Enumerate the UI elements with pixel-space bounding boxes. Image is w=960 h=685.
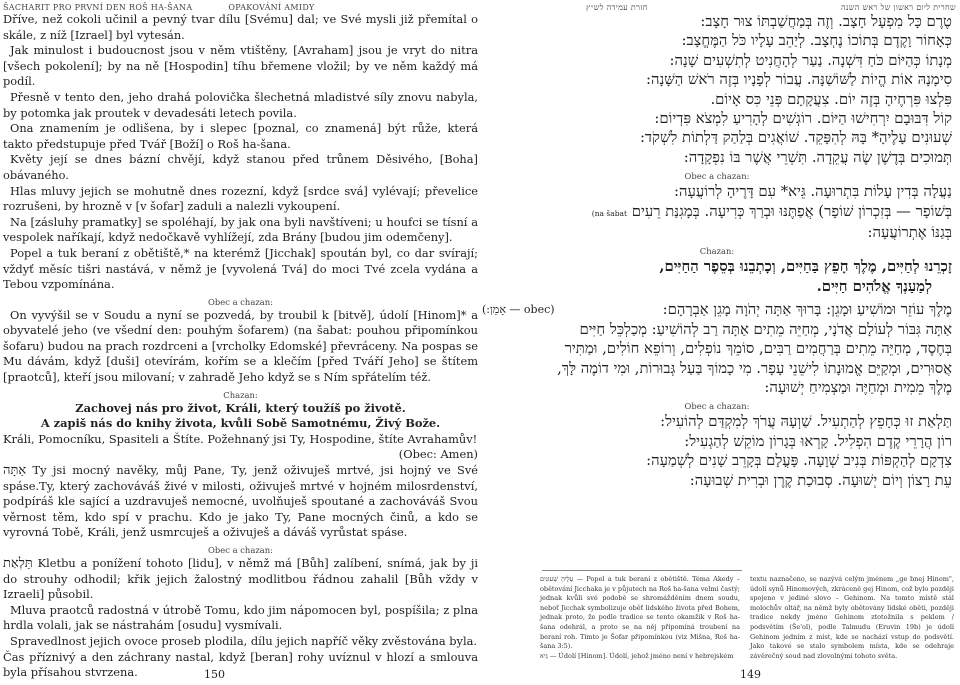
hebrew-line: אֲסוּרִים, וּמְקַיֵּם אֱמוּנָתוֹ לִישֵׁנֵי עָפָר. מִי כָמוֹךָ בַּעַל גְּבוּרוֹת, וּמִי דוֹמֶה לָּךְ, xyxy=(557,359,952,377)
obec-amen: (Obec: Amen) xyxy=(398,447,478,462)
left-page xyxy=(0,0,478,685)
hebrew-line: שְׁעוּנִים עָלֶיהָ* בָּהּ לְהִפָּקֵד. שׁוֹאֲגִים בְּלַהַק דַּלְתוֹת לִשְׁקֹד: xyxy=(639,129,952,147)
hebrew-line: תַּלְאַת זוּ כְּחָפֵץ לְהַתְעִיל. שַׁוְעָהּ עֲרֹךְ לְמִקְדַּם לְהוֹעִיל: xyxy=(660,413,952,431)
footnote: textu naznačeno, se nazývá celým jménem „ge bnej Hinom", údolí synů Hinomových, zkráceně gej Hinom, což bylo později spojeno v jediné slovo – Gehinom. Na tomto místě stál molochův oltář, na němž byly obětovány lidské oběti, později tradice nekdy jméno Gehinom ztotožnila s peklem / podsvětím (Še'ol), podle Talmudu (Eruvin 19b) je údolí Gehinom jedním z míst, kde se nachází vstup do podsvětí. Jako takové se stalo symbolem místa, kde se odehraje závěrečný soud nad zlovolnými tohoto světa. xyxy=(750,575,954,660)
bold-line: Zachovej nás pro život, Králi, který toužíš po životě. xyxy=(75,400,406,415)
czech-text xyxy=(3,12,478,681)
hebrew-line: קוֹל דִּבּוּבָם יִרְחִישׁוּ הַיּוֹם. רוֹגְשִׁים לְהָרִיעַ לִמְצֹא פִּדְיוֹם: xyxy=(654,110,952,128)
paragraph: Kletbu a ponížení tohoto [lidu], v němž má [Bůh] zalíbení, snímá, jak by ji do strouhy odhodil; křik jejich žalostný modlitbou řádnou zahalil [Bůh vždy v Izraeli] působil. xyxy=(3,556,478,602)
hebrew-line: נַעֲלָה בְּדִין עָלוֹת בִּתְרוּעָה. גֵּיא* עִם דָּרֶיהָ לְרוֹעֲעָה: xyxy=(674,183,952,201)
hebrew-line: בְּחֶסֶד, מְחַיֵּה מֵתִים בְּרַחֲמִים רַבִּים, סוֹמֵךְ נוֹפְלִים, וְרוֹפֵא חוֹלִים, וּמַתִּיר xyxy=(564,340,952,358)
hebrew-line: צִדְקָם לְהַקְפּוֹת בְּנִיב שְׁוָעָה. פָּעֳלָם בְּקָרֵב שָׁנִים לְשְׁמַעָה: xyxy=(646,452,952,470)
rubric: Obec a chazan: xyxy=(684,401,750,412)
footnote: גֵּיא — Údolí [Hinom]. Údolí, jehož jméno není v hebrejském xyxy=(540,651,734,660)
paragraph: Čas příznivý a den záchrany nastal, když [beran] rohy uvíznul v hlozí a smlouva byla přísahou stvrzena. xyxy=(3,649,478,680)
rubric: Chazan: xyxy=(223,389,258,400)
hebrew-incipit: אַתָּה xyxy=(3,463,27,479)
paragraph: Ty jsi mocný navěky, můj Pane, Ty, jenž oživuješ mrtvé, jsi hojný ve Své spáse.Ty, který zachováváš živé v milosti, oživuješ mrtvé v hojném milosrdenství, podpíráš kle sající a uzdravuješ nemocné, uvolňuješ spoutané a zachováváš Svou věrnost těm, kdo spí v prachu. Kdo je jako Ty, Pane mocných činů, a kdo se vyrovná Tobě, Králi, jenž usmrcuješ a oživuješ a dáváš vyrůstat spáse. xyxy=(3,463,478,540)
hebrew-line: כְּאָחוֹר וָקֶדֶם בְּתוֹכוֹ נֶחְצָב. לְיַהֵב עָלָיו כֹּל הַמֶּחֱצָב: xyxy=(681,32,952,50)
paragraph: On vyvýšil se v Soudu a nyní se pozvedá, by troubil k [bitvě], údolí [Hinom]* a obyvatelé jeho (ve všední den: pouhým šofarem) (na šabat: pouhou připomínkou šofaru) budou na prach rozdrceni a [vrcholky Edomské] převráceny. Na pospas se Mu dávám, když [duši] otevírám, kořím se a klečím [před Tváří Jeho] se štítem [praotců], kteří jsou milovaní; v zahradě Jeho když se s Ním spřátelím též. xyxy=(3,307,478,385)
hebrew-line: סִימָנָהּ אוֹת הֱיוֹת לַשּׁוֹשַׁנָּה. עֲבוֹר לְפָנָיו בְּזֶה רֹאשׁ הַשָּׁנָה: xyxy=(646,71,952,89)
footnote-col-2 xyxy=(750,575,954,661)
running-header-right xyxy=(482,3,956,12)
hebrew-line: מֶלֶךְ מֵמִית וּמְחַיֶּה וּמַצְמִיחַ יְשׁוּעָה: xyxy=(764,378,952,396)
paragraph: Spravedlnost jejich ovoce proseb plodila, dílu jejich napříč věky zvěstována byla. xyxy=(10,633,478,648)
rubric: Obec a chazan: xyxy=(684,171,750,182)
header-section: חזרת עמידה לש״ץ xyxy=(586,3,648,12)
header-title: שחרית ליום ראשון של ראש השנה xyxy=(840,3,956,12)
hebrew-line: אַתָּה גִּבּוֹר לְעוֹלָם אֲדֹנָי, מְחַיֵּה מֵתִים אַתָּה רַב לְהוֹשִׁיעַ: מְכַלְכֵּל חַיִּים xyxy=(579,320,952,338)
bold-line: A zapiš nás do knihy života, kvůli Sobě Samotnému, Živý Bože. xyxy=(40,416,441,431)
king-line: Králi, Pomocníku, Spasiteli a Štíte. Požehnaný jsi Ty, Hospodine, štíte Avrahamův! xyxy=(3,431,478,446)
hebrew-line: עֵת רָצוֹן וְיוֹם יְשׁוּעָה. סְבוּכַת קֶרֶן וּבְרִית שְׁבוּעָה: xyxy=(689,471,952,489)
header-title: ŠACHARIT PRO PRVNÍ DEN ROŠ HA-ŠANA xyxy=(3,3,193,12)
footnote-rule xyxy=(542,570,742,571)
melech-row xyxy=(482,300,952,319)
right-page xyxy=(482,0,960,685)
page-number: 149 xyxy=(740,668,761,681)
paragraph: Popel a tuk beraní z obětiště,* na kterémž [Jicchak] spoután byl, co dar svírají; vždyť měsíc tišri nastává, v němž je [vyvolená Tvá] do moci Tvé zcela vydána a Tebou vzpomínána. xyxy=(3,245,478,292)
hebrew-line: רוֹן הֲרָרֵי קֶדֶם הִפְלִיל. קָרְאוּ בְּגָרוֹן מוֹקֵשׁ לְהַגְעִיל: xyxy=(684,432,952,450)
rubric: Obec a chazan: xyxy=(208,296,273,307)
paragraph: Hlas mluvy jejich se mohutně dnes rozezní, když [srdce svá] vylévají; převelice rozrušeni, by hrozně v [v šofar] zaduli a nalezli vykoupení. xyxy=(3,183,478,214)
hebrew-line: מֶלֶךְ עוֹזֵר וּמוֹשִׁיעַ וּמָגֵן: בָּרוּךְ אַתָּה יְהֹוָה מָגֵן אַבְרָהָם: xyxy=(662,301,952,319)
paragraph: Na [zásluhy pramatky] se spoléhají, by jak ona byli navštíveni; u houfci se tísní a vespolek naříkají, když nedočkavě vyhlížejí, zda Brány [budou jim odemčeny]. xyxy=(3,214,478,245)
rubric: Obec a chazan: xyxy=(208,545,273,555)
paragraph: Přesně v tento den, jeho drahá polovička šlechetná mladistvé síly znovu nabyla, by potomka jak proutek v devadesáti letech povila. xyxy=(3,89,478,120)
shabbat-note: (na šabat xyxy=(591,208,628,218)
hebrew-span: בְּשׁוֹפָר — בְּזִכְרוֹן שׁוֹפָר) אֲפַתֶּנּוּ וּבְרַךְ כְּרִיעָה. בְּמָגִנַּת רֵעִים xyxy=(631,202,952,220)
hebrew-line: פִּלְצוּ פִּרְחֶיהָ בְּזֶה יוֹם. צִעֲקָתָם פְּנֵי כִּס אָיוֹם. xyxy=(710,90,952,108)
hebrew-line: לְמַעַנְךָ אֱלֹהִים חַיִּים. xyxy=(816,277,932,295)
rubric: Chazan: xyxy=(699,246,735,257)
footnote-col-1 xyxy=(540,575,740,661)
hebrew-line: טֶרֶם כָּל מִפְעָל חָצָב. וְזֶה בְּמַחֲשַׁבְתּוֹ צוּר חָצָב: xyxy=(700,13,952,30)
hebrew-incipit: תַּלְאַת xyxy=(3,556,33,571)
hebrew-line xyxy=(482,202,952,223)
hebrew-line: בְּגַנּוֹ אֶתְרוֹעֲעָה: xyxy=(867,224,952,242)
running-header-left xyxy=(3,3,478,12)
hebrew-line: זָכְרֵנוּ לְחַיִּים, מֶלֶךְ חָפֵץ בַּחַיִּים, וְכָתְבֵנוּ בְּסֵפֶר הַחַיִּים, xyxy=(659,258,952,276)
hebrew-line: תְּמוּכִים בְּדֶשֶׁן שֶׂה עֲקֵדָה. תִּשְׁרֵי אֲשֶׁר בּוֹ נִפְקָדָה: xyxy=(683,148,952,166)
paragraph: Jak minulost i budoucnost jsou v něm vtištěny, [Avraham] jsou je vryt do nitra [všech pokolení]; by na ně [Hospodin] tíhu břemene vložil; by ve něm každý má podíl. xyxy=(3,43,478,89)
paragraph: Mluva praotců radostná v útrobě Tomu, kdo jim nápomocen byl, pospíšila; z plna hrdla volali, jak se nástrahám [osudu] vysmívali. xyxy=(3,602,478,633)
header-section: OPAKOVÁNÍ AMIDY xyxy=(228,3,315,12)
paragraph: Dříve, než cokoli učinil a pevný tvar dílu [Svému] dal; ve Své mysli již přemítal o skále, z níž [Izrael] byl vytesán. xyxy=(3,12,478,42)
paragraph: Květy její se dnes bázní chvějí, když stanou před trůnem Děsivého, [Boha] obávaného. xyxy=(3,152,478,182)
hebrew-line: מְנָתוֹ כְּהַיּוֹם כֹּחַ דִּשְׁנָה. נַעַר לְהָחֲנִיט לְתִשְׁעִים שָׁנָה: xyxy=(669,51,952,69)
page-number: 150 xyxy=(204,668,225,681)
footnote: עָלֶיהָ שְׁעוּנִים — Popel a tuk beraní z obětiště. Téma Akedy – obětování Jicchaka je v půjutech na Roš ha-šana velmi častý; jednak kvůli své podobě se shromážděním dnem soudu, neboť Jicchak symbolizuje oběť lidského života před Bohem, jednak proto, že podle tradice se tento okamžik v Roš ha-šana odehrál, a proto se na něj připomíná troubení na beraní roh. Tímto je Šofar připomínkou (viz Mišna, Roš ha-šana 3:5). xyxy=(540,575,740,651)
hebrew-text xyxy=(482,12,956,490)
paragraph: Ona znamením je odlišena, by i slepec [poznal, co znamená] být růže, která takto předstupuje před Tvář [Boží] o Roš ha-šana. xyxy=(3,121,478,151)
amen-response: (obec — אָמֵן:) xyxy=(482,303,555,317)
